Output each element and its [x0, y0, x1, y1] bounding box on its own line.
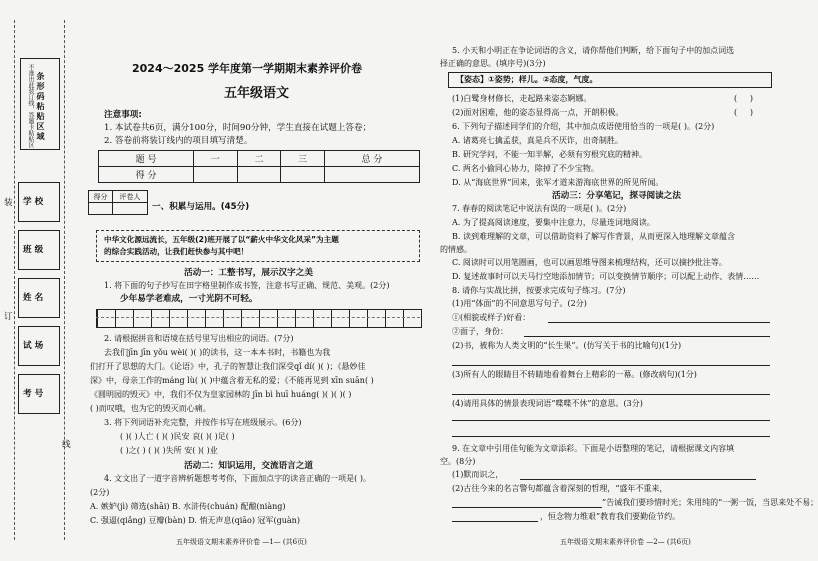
q8-answer-line-3[interactable]	[452, 394, 770, 395]
q6-option-d[interactable]: D. 从“海底世界”回来，张军才道来游海底世界的所见所闻。	[452, 178, 664, 187]
q9-part-4: ，恒念物力维艰”教育我们要勤俭节约。	[540, 512, 681, 521]
q8-part-1a: ①(相貌或样子)好看：	[452, 313, 531, 322]
q8-part-4: (4)请用具体的情景表现词语“喋喋不休”的意思。(3分)	[452, 399, 643, 408]
score-cell[interactable]	[281, 167, 325, 183]
q8-answer-line-4b[interactable]	[452, 436, 770, 437]
cut-line-outer	[14, 20, 15, 540]
q2-line-5: ( )而叹哦，也为它的毁灭而心痛。	[90, 404, 211, 413]
q9-answer-line-1[interactable]	[520, 479, 756, 480]
q8-part-1b: ②面子，身份：	[452, 327, 508, 336]
school-field[interactable]: 学 校	[18, 182, 60, 222]
q9-part-3: ”告诫我们要珍惜时光；朱用纯的“一粥一饭，当思来处不易；	[602, 498, 818, 507]
q6-option-b[interactable]: B. 研究学问，不能一知半解，必须有穷根究底的精神。	[452, 150, 647, 159]
right-footer: 五年级语文期末素养评价卷 —2— (共6页)	[560, 538, 691, 546]
cut-char-3: 线	[62, 440, 71, 450]
q8-answer-line-1b[interactable]	[524, 336, 770, 337]
q3-text: 3. 将下列词语补充完整，并按作书写在班级展示。(6分)	[104, 418, 302, 427]
score-cell[interactable]	[194, 167, 238, 183]
activity-3-title: 活动三：分享笔记，探寻阅读之法	[552, 191, 681, 201]
cut-char-1: 装	[4, 198, 13, 208]
score-header-2: 一	[194, 151, 238, 167]
grader-cell[interactable]	[89, 203, 113, 215]
q8-answer-line-4a[interactable]	[452, 420, 770, 421]
q1-text: 1. 将下面的句子抄写在田字格里制作成书签，注意书写正确、规范、美观。(2分)	[104, 281, 390, 290]
q9-text: 9. 在文章中引用佳句能为文章添彩。下面是小语整理的笔记，请根据课文内容填	[452, 444, 735, 453]
q9-text-2: 空。(8分)	[440, 457, 476, 466]
grader-cell[interactable]	[112, 203, 147, 215]
name-field[interactable]: 姓 名	[18, 278, 60, 318]
q8-part-3: (3)所有人的眼睛目不转睛地看着舞台上精彩的一幕。(修改病句)(1分)	[452, 370, 697, 379]
exam-number-field[interactable]: 考 号	[18, 374, 60, 414]
q6-option-c[interactable]: C. 两名小偷同心协力，除掉了不少宝物。	[452, 164, 599, 173]
q8-part-1: (1)用“体面”的不同意思写句子。(2分)	[452, 299, 587, 308]
notice-1: 1. 本试卷共6页，满分100分，时间90分钟，学生直接在试题上答卷；	[104, 123, 372, 133]
exam-title: 2024～2025 学年度第一学期期末素养评价卷	[132, 62, 363, 75]
q3-line-1: ( )( )人亡 ( )( )民安 哀( )( )足( )	[120, 432, 235, 441]
score-header-3: 二	[237, 151, 281, 167]
score-row-label: 得 分	[99, 167, 194, 183]
q9-part-2: (2)古往今来的名言警句都蕴含着深刻的哲理，“盛年不重来，	[452, 484, 668, 493]
q7-option-b[interactable]: B. 读到难理解的文章，可以借助资料了解写作背景，从而更深入地理解文章蕴含	[452, 232, 735, 241]
exam-room-field[interactable]: 试 场	[18, 326, 60, 366]
class-field[interactable]: 班 级	[18, 230, 60, 270]
q5-answer-1[interactable]: ( )	[734, 94, 753, 103]
notice-heading: 注意事项:	[104, 110, 142, 120]
q5-answer-2[interactable]: ( )	[734, 108, 753, 117]
section1-grader-box	[88, 190, 148, 215]
score-cell[interactable]	[324, 167, 419, 183]
q9-answer-line-2[interactable]	[452, 507, 602, 508]
exam-subtitle: 五年级语文	[224, 86, 290, 101]
q8-answer-line-1a[interactable]	[548, 322, 770, 323]
q5-item-2: (2)面对困难，他的姿态显得高一点，开朗积极。	[452, 108, 624, 117]
q7-option-c[interactable]: C. 阅读时可以用笔圈画，也可以画思维导图来梳理结构，还可以摘抄批注等。	[452, 258, 727, 267]
q5-definition: 【姿态】①姿势；样儿。②态度，气度。	[456, 75, 598, 84]
q5-text: 5. 小天和小明正在争论词语的含义，请你帮他们判断，给下面句子中的加点词选	[452, 46, 735, 55]
intro-line-1: 中华文化源远流长，五年级(2)班开展了以“薪火中华文化风采”为主题	[104, 235, 339, 244]
section1-title: 一、积累与运用。(45分)	[152, 202, 250, 212]
q3-line-2: ( )之( ) ( )( )失所 安( )( )业	[120, 446, 218, 455]
score-cell[interactable]	[237, 167, 281, 183]
score-header-4: 三	[281, 151, 325, 167]
cut-line-inner	[64, 20, 65, 540]
q1-sentence: 少年易学老难成，一寸光阴不可轻。	[120, 294, 258, 304]
q7-option-a[interactable]: A. 为了提高阅读速度，要集中注意力，尽量连词地阅读。	[452, 218, 655, 227]
score-header-5: 总 分	[324, 151, 419, 167]
intro-line-2: 的综合实践活动，让我们赶快参与其中吧！	[104, 247, 249, 256]
q2-line-4: 《圆明园的毁灭》中，我们不仅为皇家园林的 jīn bì huī huáng( )( )( )( )	[90, 390, 352, 399]
barcode-label: 条形码粘贴区域	[36, 72, 45, 142]
binding-top-note: 不准出此装订线，答题卡粘贴区	[27, 64, 34, 148]
q8-text: 8. 请你与实战比拼，按要求完成句子练习。(7分)	[452, 286, 626, 295]
q7-option-b-2: 的情感。	[440, 245, 472, 254]
notice-2: 2. 答卷前将装订线内的项目填写清楚。	[104, 136, 253, 146]
q4-option-ab[interactable]: A. 嫉妒(jì) 筛选(shāi) B. 水浒传(chuán) 配酿(niàng)	[90, 502, 286, 511]
q4-option-cd[interactable]: C. 强逼(qiǎng) 豆瓣(bàn) D. 悄无声息(qiāo) 冠军(guàn)	[90, 516, 300, 525]
q5-item-1: (1)白鹭身材修长，走起路来姿态婀娜。	[452, 94, 592, 103]
q4-points: (2分)	[90, 488, 110, 497]
score-header-1: 题 号	[99, 151, 194, 167]
binding-strip	[0, 0, 80, 561]
q9-answer-line-3[interactable]	[452, 521, 538, 522]
activity-1-title: 活动一：工整书写，展示汉字之美	[184, 268, 313, 278]
q2-line-2: 们打开了思想的大门。《论语》中，孔子的智慧让我们深受qǐ dí( )( )；《悬妙佳	[90, 362, 366, 371]
q2-text: 2. 请根据拼音和语境在括号里写出相应的词语。(7分)	[104, 334, 294, 343]
q4-text: 4. 文文出了一道字音辨析题想考考你，下面加点字的读音正确的一项是( )。	[104, 474, 371, 483]
q7-text: 7. 春春的阅读笔记中说法有误的一项是( )。(2分)	[452, 204, 627, 213]
q8-part-2: (2)书，被称为人类文明的“长生果”。(仿写关于书的比喻句)(1分)	[452, 341, 682, 350]
q9-part-1: (1)默而识之，	[452, 470, 504, 479]
cut-char-2: 订	[4, 312, 13, 322]
grader-name-label: 评卷人	[112, 191, 147, 203]
q8-answer-line-2[interactable]	[452, 365, 770, 366]
left-footer: 五年级语文期末素养评价卷 —1— (共6页)	[176, 538, 307, 546]
q2-line-1: 去我们jīn jīn yǒu wèi( )( )的读书，这一本本书时，书籍也为我	[104, 348, 331, 357]
q5-text-2: 择正确的意思。(填序号)(3分)	[440, 59, 546, 68]
grader-score-label: 得分	[89, 191, 113, 203]
score-table	[98, 150, 420, 183]
activity-2-title: 活动二：知识运用，交流语言之道	[184, 461, 313, 471]
q7-option-d[interactable]: D. 复述故事时可以天马行空地添加情节；可以变换情节顺序；可以配上动作、表情……	[452, 272, 760, 281]
q6-text: 6. 下列句子描述同学们的介绍，其中加点成语使用恰当的一项是( )。(2分)	[452, 122, 715, 131]
tianzi-grid-midline	[96, 317, 420, 318]
tianzi-grid[interactable]	[96, 309, 422, 328]
q6-option-a[interactable]: A. 诸葛亮七擒孟获，真是兵不厌诈，出奇制胜。	[452, 136, 623, 145]
q2-line-3: 深》中，母亲工作的máng lù( )( )中蕴含着无私的爱；《不能再见到 xīn suān( )	[90, 376, 374, 385]
